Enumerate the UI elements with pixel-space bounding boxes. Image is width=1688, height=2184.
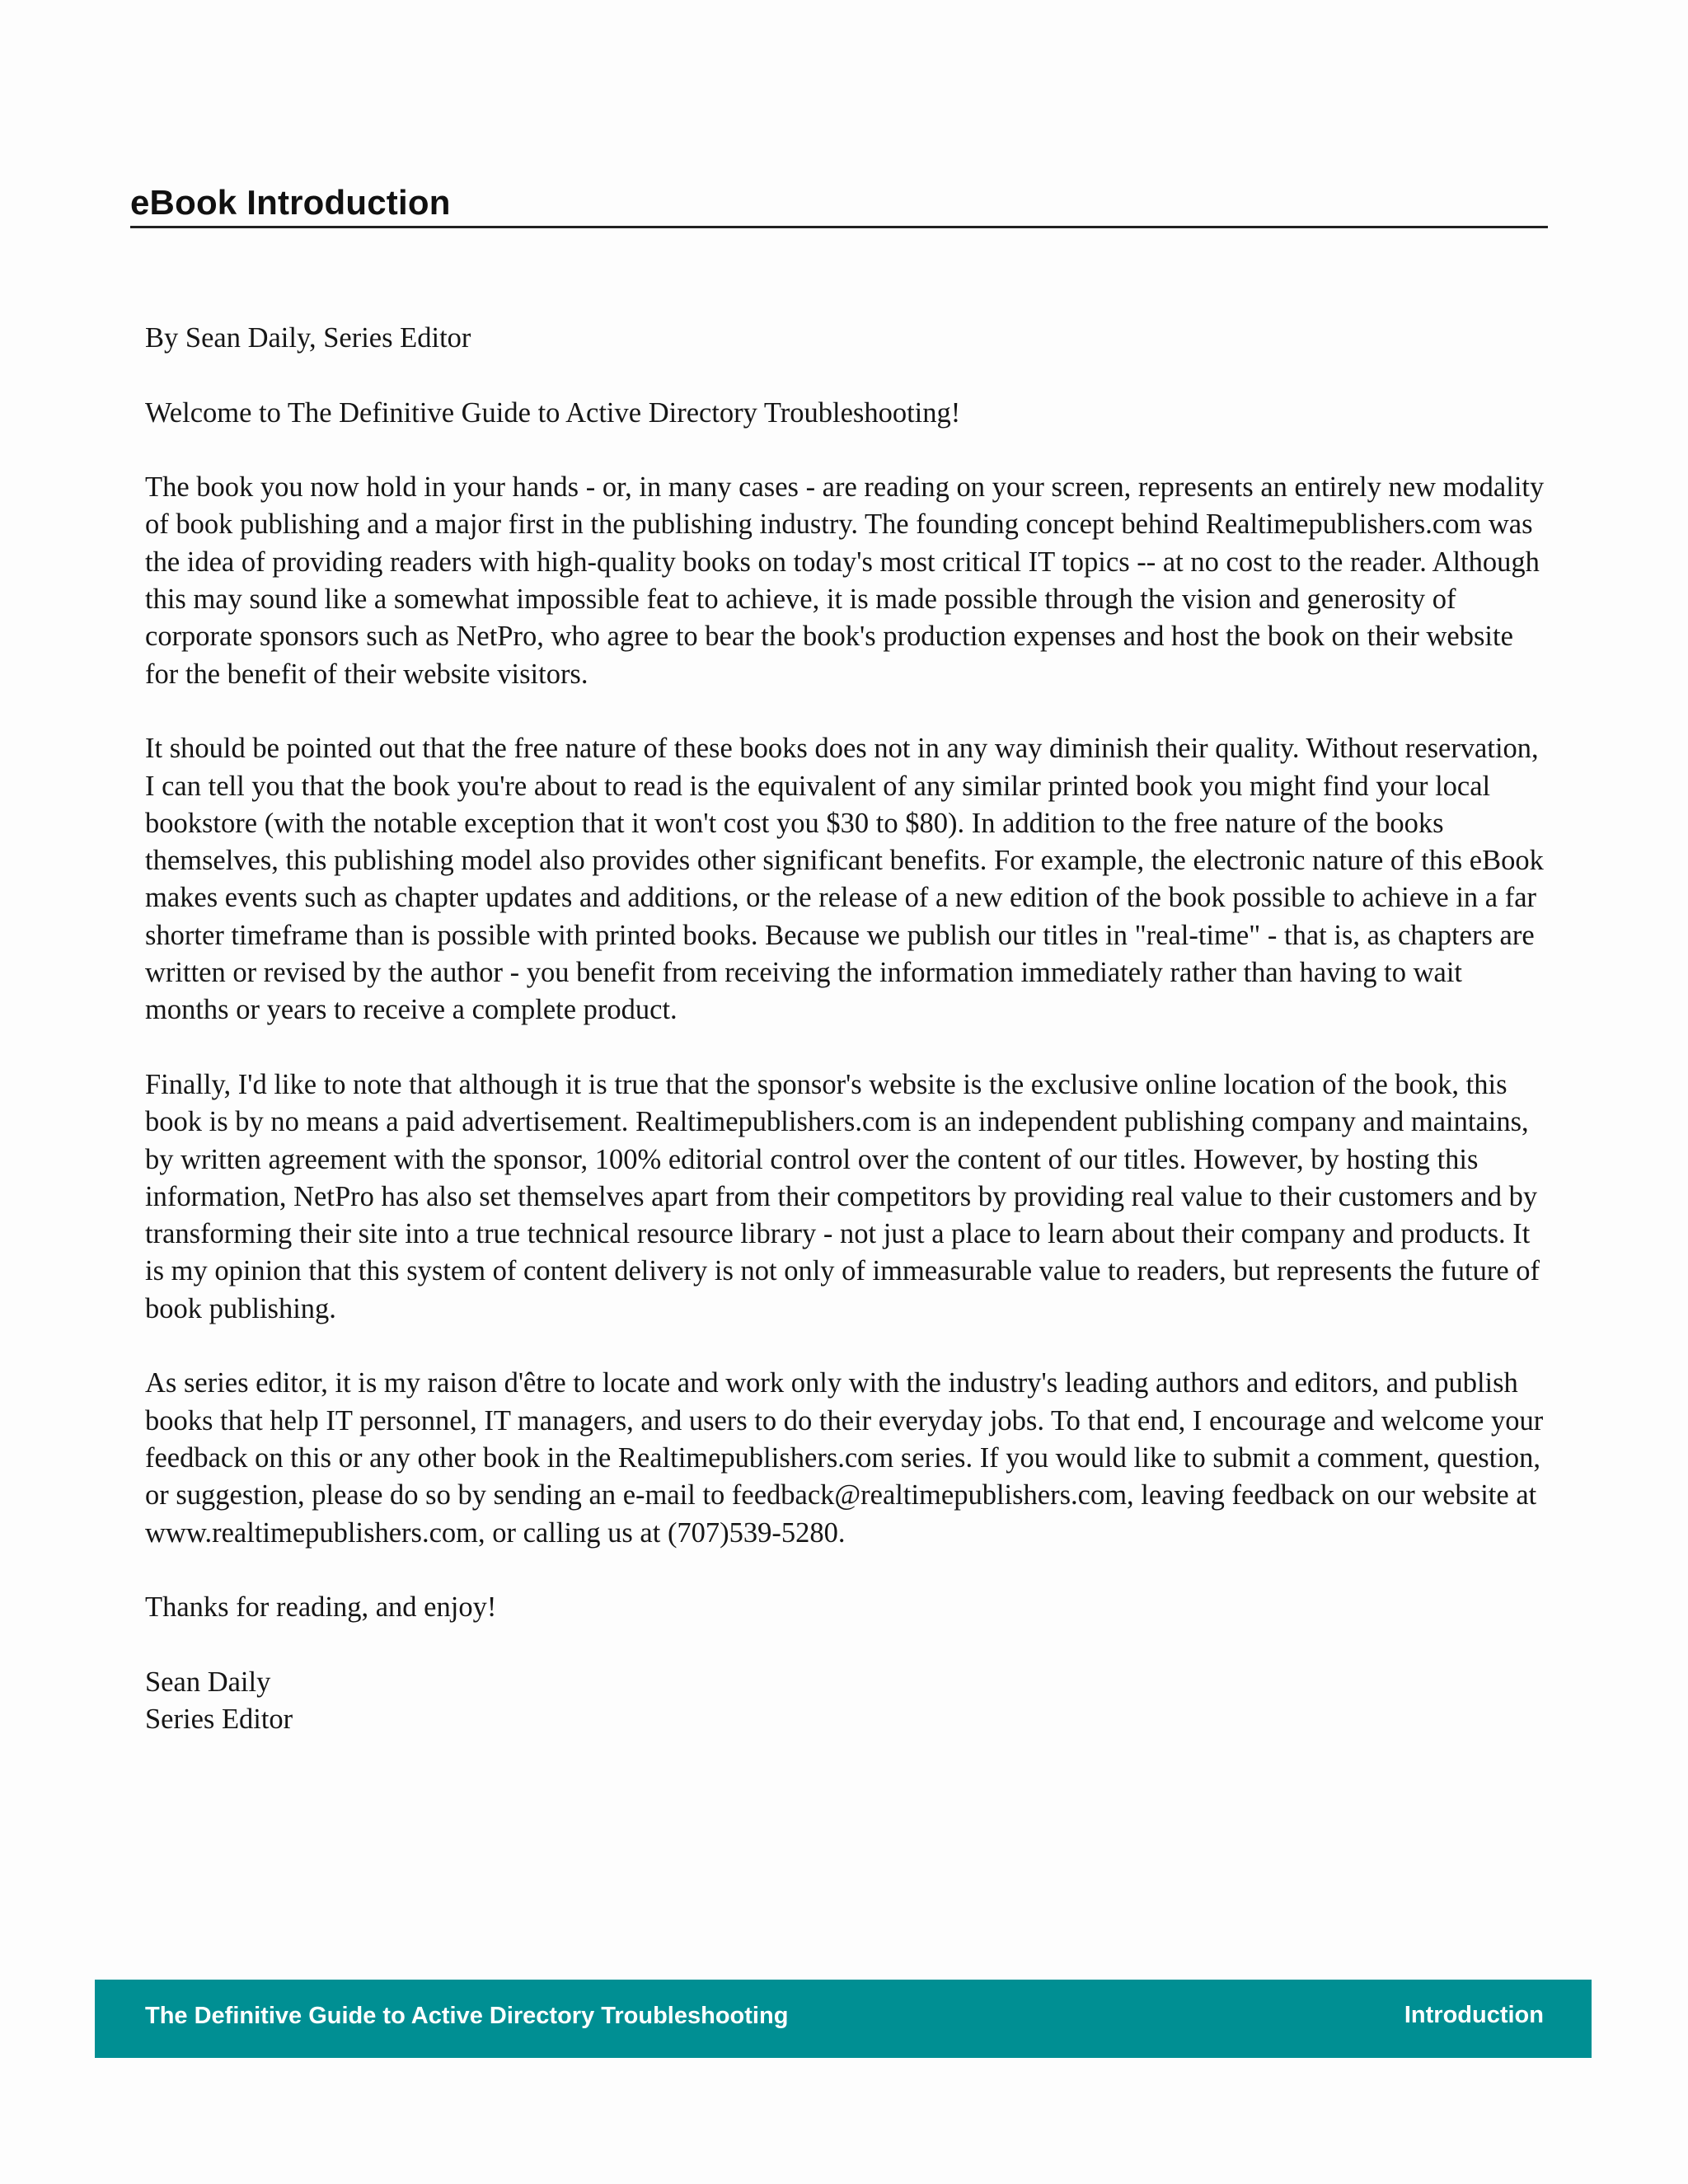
footer-section-label: Introduction bbox=[1404, 2002, 1544, 2028]
page-title: eBook Introduction bbox=[130, 183, 451, 222]
paragraph-concept: The book you now hold in your hands - or, in many cases - are reading on your screen, represents an entirely new modality of book publishing and a major first in the publishing industry. The founding concept behind Realtimepublishers.com was the idea of providing readers with high-quality books on today's most critical IT topics -- at no cost to the reader. Although this may sound like a somewhat impossible feat to achieve, it is made possible through the vision and generosity of corporate sponsors such as NetPro, who agree to bear the book's production expenses and host the book on their website for the benefit of their website visitors. bbox=[145, 471, 1545, 690]
footer-bar bbox=[95, 1980, 1592, 2058]
paragraph-feedback: As series editor, it is my raison d'être to locate and work only with the industry's leading authors and editors, and publish books that help IT personnel, IT managers, and users to do their everyday jobs. To that end, I encourage and welcome your feedback on this or any other book in the Realtimepublishers.com series. If you would like to submit a comment, question, or suggestion, please do so by sending an e-mail to feedback@realtimepublishers.com, leaving feedback on our website at www.realtimepublishers.com, or calling us at (707)539-5280. bbox=[145, 1367, 1544, 1549]
welcome-line: Welcome to The Definitive Guide to Active Directory Troubleshooting! bbox=[145, 396, 961, 429]
signature-title: Series Editor bbox=[145, 1703, 293, 1735]
closing-line: Thanks for reading, and enjoy! bbox=[145, 1591, 497, 1624]
signature-name: Sean Daily bbox=[145, 1666, 271, 1698]
paragraph-quality: It should be pointed out that the free nature of these books does not in any way diminish their quality. Without reservation, I can tell you that the book you're about to read is the equivalent of any similar printed book you might find your local bookstore (with the notable exception that it won't cost you $30 to $80). In addition to the free nature of the books themselves, this publishing model also provides other significant benefits. For example, the electronic nature of this eBook makes events such as chapter updates and additions, or the release of a new edition of the book possible to achieve in a far shorter timeframe than is possible with printed books. Because we publish our titles in "real-time" - that is, as chapters are written or revised by the author - you benefit from receiving the information immediately rather than having to wait months or years to receive a complete product. bbox=[145, 733, 1544, 1026]
page-header bbox=[130, 176, 1548, 228]
byline: By Sean Daily, Series Editor bbox=[145, 322, 471, 354]
signature bbox=[145, 1664, 1546, 1739]
paragraph-sponsor: Finally, I'd like to note that although it is true that the sponsor's website is the exclusive online location of the book, this book is by no means a paid advertisement. Realtimepublishers.com is an independent publishing company and maintains, by written agreement with the sponsor, 100% editorial control over the content of our titles. However, by hosting this information, NetPro has also set themselves apart from their competitors by providing real value to their customers and by transforming their site into a true technical resource library - not just a place to learn about their company and products. It is my opinion that this system of content delivery is not only of immeasurable value to readers, but represents the future of book publishing. bbox=[145, 1068, 1540, 1324]
footer-book-title: The Definitive Guide to Active Directory Troubleshooting bbox=[145, 2003, 789, 2029]
intro-body bbox=[145, 320, 1546, 1738]
